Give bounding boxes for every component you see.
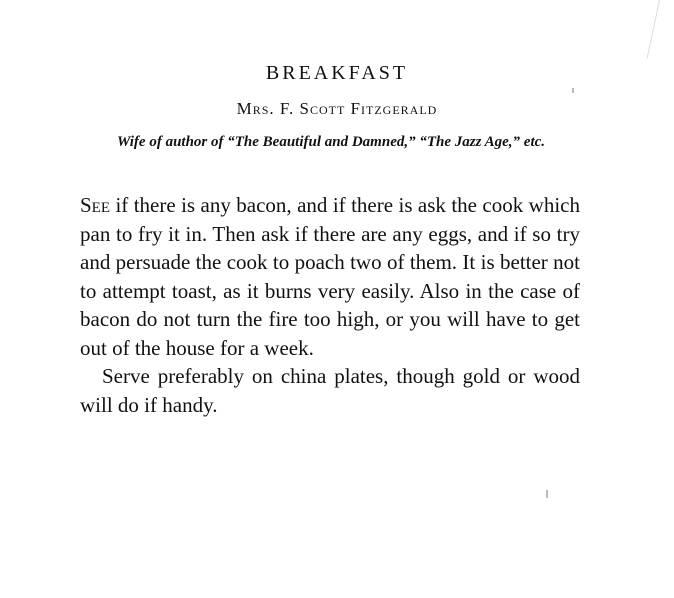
scan-speck — [572, 88, 574, 93]
paragraph-1 — [80, 191, 580, 362]
page-title: BREAKFAST — [265, 62, 409, 84]
paragraph-1-lead: See — [80, 193, 111, 217]
author-description: Wife of author of “The Beautiful and Damned,” “The Jazz Age,” etc. — [116, 134, 546, 150]
paragraph-1-text: if there is any bacon, and if there is ask the cook which pan to fry it in. Then ask if there are any eggs, and if so try and persuade the cook to poach two of them. It is better not to attempt toast, as it burns very easily. Also in the case of bacon do not turn the fire too high, or you will have to get out of the house for a week. — [80, 193, 580, 360]
paragraph-2: Serve preferably on china plates, though gold or wood will do if handy. — [80, 364, 580, 417]
scan-speck — [546, 490, 548, 498]
recipe-body — [80, 191, 580, 419]
page-edge-mark — [647, 0, 660, 59]
author-line: Mrs. F. Scott Fitzgerald — [236, 99, 438, 118]
